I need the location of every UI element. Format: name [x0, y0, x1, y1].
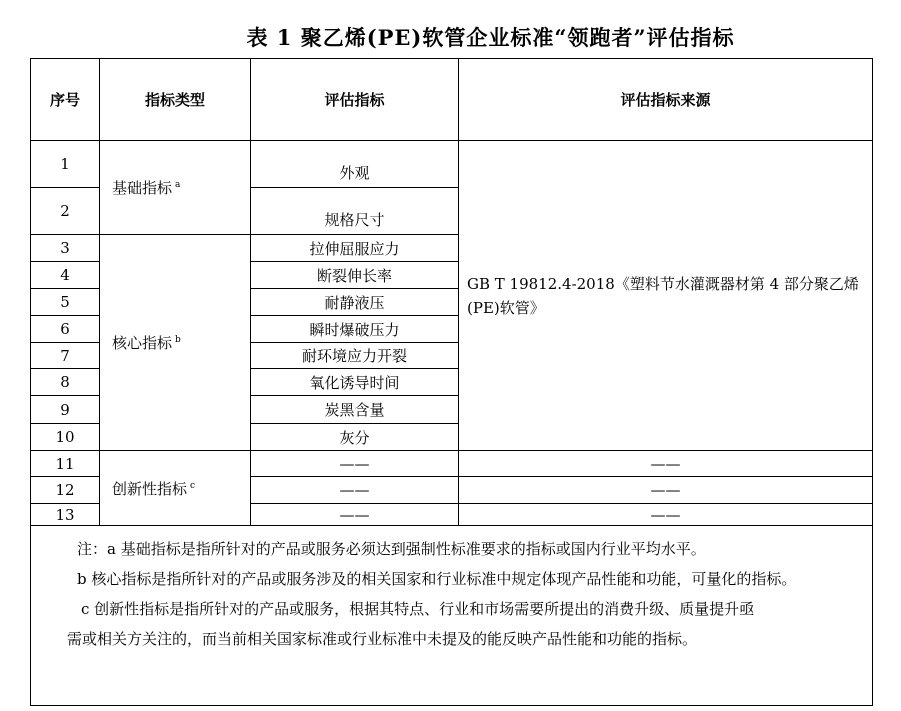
indicator-cell: ——	[251, 451, 459, 477]
row-num: 6	[31, 316, 100, 343]
source-cell: GB T 19812.4-2018《塑料节水灌溉器材第 4 部分聚乙烯(PE)软管》	[459, 141, 873, 451]
row-num: 13	[31, 504, 100, 526]
row-num: 10	[31, 424, 100, 451]
group-basic: 基础指标 $^a$	[100, 141, 251, 235]
header-source: 评估指标来源	[459, 59, 873, 141]
indicator-cell: 规格尺寸	[251, 188, 459, 235]
header-indicator: 评估指标	[251, 59, 459, 141]
indicator-cell: ——	[251, 477, 459, 504]
row-num: 4	[31, 262, 100, 289]
row-num: 8	[31, 369, 100, 396]
row-num: 7	[31, 343, 100, 369]
notes-cell	[31, 526, 873, 706]
row-num: 5	[31, 289, 100, 316]
indicator-cell: 灰分	[251, 424, 459, 451]
note-b: b 核心指标是指所针对的产品或服务涉及的相关国家和行业标准中规定体现产品性能和功能，可量化的指标。	[77, 570, 797, 588]
row-num: 1	[31, 141, 100, 188]
header-type: 指标类型	[100, 59, 251, 141]
indicator-cell: 瞬时爆破压力	[251, 316, 459, 343]
table-row	[31, 141, 873, 188]
header-num: 序号	[31, 59, 100, 141]
indicator-table	[30, 58, 873, 706]
note-c-line2: 需或相关方关注的，而当前相关国家标准或行业标准中未提及的能反映产品性能和功能的指标。	[67, 630, 698, 648]
table-row	[31, 451, 873, 477]
indicator-cell: ——	[251, 504, 459, 526]
note-a: 注：a 基础指标是指所针对的产品或服务必须达到强制性标准要求的指标或国内行业平均水平。	[77, 540, 706, 558]
indicator-cell: 外观	[251, 141, 459, 188]
indicator-cell: 耐环境应力开裂	[251, 343, 459, 369]
indicator-cell: 氧化诱导时间	[251, 369, 459, 396]
group-core: 核心指标 $^b$	[100, 235, 251, 451]
note-c-line1: c 创新性指标是指所针对的产品或服务，根据其特点、行业和市场需要所提出的消费升级、质量提升亟	[81, 600, 755, 618]
row-num: 2	[31, 188, 100, 235]
indicator-cell: 耐静液压	[251, 289, 459, 316]
row-num: 11	[31, 451, 100, 477]
row-num: 12	[31, 477, 100, 504]
notes-row	[31, 526, 873, 706]
source-cell: ——	[459, 477, 873, 504]
source-cell: ——	[459, 451, 873, 477]
header-row	[31, 59, 873, 141]
row-num: 3	[31, 235, 100, 262]
table-title: 表 1 聚乙烯(PE)软管企业标准“领跑者”评估指标	[246, 25, 735, 50]
indicator-cell: 拉伸屈服应力	[251, 235, 459, 262]
row-num: 9	[31, 396, 100, 424]
indicator-cell: 炭黑含量	[251, 396, 459, 424]
group-innovation: 创新性指标 $^c$	[100, 451, 251, 526]
indicator-cell: 断裂伸长率	[251, 262, 459, 289]
source-cell: ——	[459, 504, 873, 526]
